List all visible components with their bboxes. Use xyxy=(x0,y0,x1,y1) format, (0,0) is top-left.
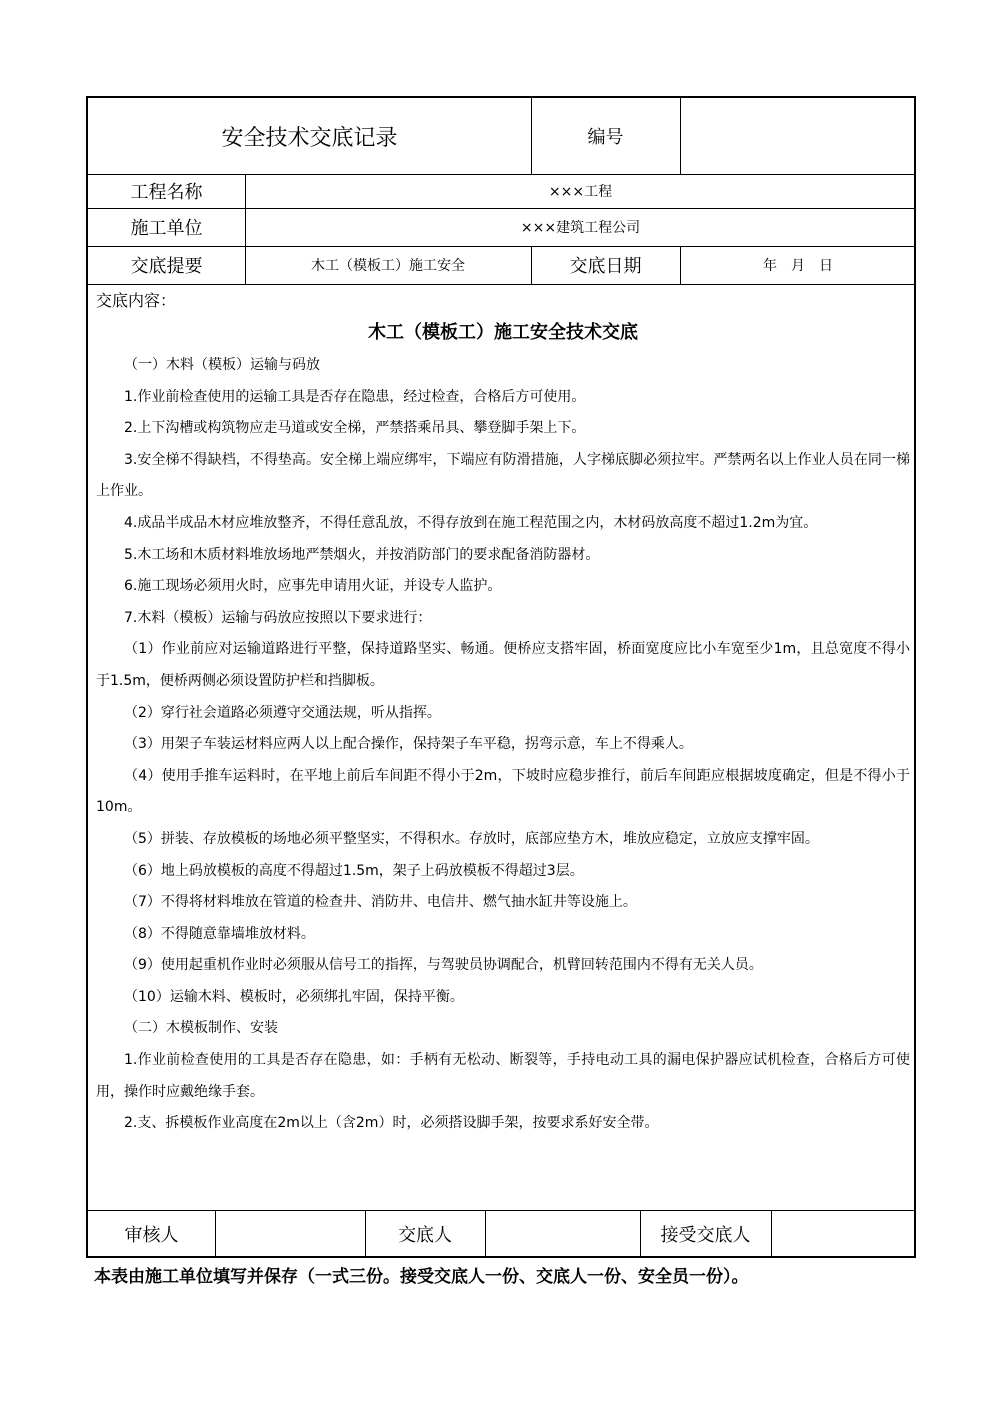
document-title: 木工（模板工）施工安全技术交底 xyxy=(368,322,638,343)
date-value: 年 月 日 xyxy=(763,258,833,274)
content-paragraph: 2.支、拆模板作业高度在2m以上（含2m）时，必须搭设脚手架，按要求系好安全带。 xyxy=(124,1115,659,1132)
number-label: 编号 xyxy=(587,127,624,148)
content-paragraph: 1.作业前检查使用的工具是否存在隐患，如：手柄有无松动、断裂等，手持电动工具的漏电保护器应试机检查，合格后方可使用，操作时应戴绝缘手套。 xyxy=(96,1052,910,1100)
disclosure-content xyxy=(96,286,910,1140)
content-paragraph: （1）作业前应对运输道路进行平整，保持道路坚实、畅通。便桥应支搭牢固，桥面宽度应比小车宽至少1m，且总宽度不得小于1.5m，便桥两侧必须设置防护栏和挡脚板。 xyxy=(96,641,910,689)
content-paragraph: （二）木模板制作、安装 xyxy=(124,1020,278,1037)
content-paragraph: 2.上下沟槽或构筑物应走马道或安全梯，严禁搭乘吊具、攀登脚手架上下。 xyxy=(124,420,586,437)
content-paragraph: （8）不得随意靠墙堆放材料。 xyxy=(124,925,315,942)
content-paragraph: 4.成品半成品木材应堆放整齐，不得任意乱放，不得存放到在施工程范围之内，木材码放高度不超过1.2m为宜。 xyxy=(124,514,818,531)
reviewer-signature-field[interactable] xyxy=(215,1210,365,1258)
reviewer-label: 审核人 xyxy=(124,1225,179,1246)
content-paragraph: （2）穿行社会道路必须遵守交通法规，听从指挥。 xyxy=(124,704,441,721)
footer-note: 本表由施工单位填写并保存（一式三份。接受交底人一份、交底人一份、安全员一份）。 xyxy=(94,1267,749,1287)
content-paragraph: （10）运输木料、模板时，必须绑扎牢固，保持平衡。 xyxy=(124,988,464,1005)
content-paragraph: （5）拼装、存放模板的场地必须平整坚实，不得积水。存放时，底部应垫方木，堆放应稳定，立放应支撑牢固。 xyxy=(124,830,819,847)
content-paragraph: 5.木工场和木质材料堆放场地严禁烟火，并按消防部门的要求配备消防器材。 xyxy=(124,546,600,563)
discloser-label: 交底人 xyxy=(398,1225,452,1246)
content-paragraph: 1.作业前检查使用的运输工具是否存在隐患，经过检查，合格后方可使用。 xyxy=(124,388,586,405)
form-title: 安全技术交底记录 xyxy=(221,125,398,151)
construction-unit-label: 施工单位 xyxy=(130,218,203,239)
date-label: 交底日期 xyxy=(569,256,642,277)
project-name-value: ×××工程 xyxy=(548,184,613,200)
summary-label: 交底提要 xyxy=(130,256,203,277)
number-value xyxy=(680,98,916,174)
construction-unit-value: ×××建筑工程公司 xyxy=(520,220,641,236)
grid-line xyxy=(88,284,914,285)
content-paragraph: （4）使用手推车运料时，在平地上前后车间距不得小于2m，下坡时应稳步推行，前后车间距应根据坡度确定，但是不得小于10m。 xyxy=(96,767,910,816)
project-name-label: 工程名称 xyxy=(130,182,203,203)
content-heading: 交底内容： xyxy=(96,291,177,310)
summary-value: 木工（模板工）施工安全 xyxy=(311,258,465,274)
content-paragraph: （3）用架子车装运材料应两人以上配合操作，保持架子车平稳，拐弯示意，车上不得乘人。 xyxy=(124,736,693,753)
content-paragraph: （6）地上码放模板的高度不得超过1.5m，架子上码放模板不得超过3层。 xyxy=(124,862,584,879)
content-paragraph: （9）使用起重机作业时必须服从信号工的指挥，与驾驶员协调配合，机臂回转范围内不得有无关人员。 xyxy=(124,957,763,974)
safety-disclosure-form xyxy=(86,96,916,1258)
content-paragraph: 6.施工现场必须用火时，应事先申请用火证，并设专人监护。 xyxy=(124,578,502,595)
receiver-label: 接受交底人 xyxy=(660,1225,751,1246)
discloser-signature-field[interactable] xyxy=(485,1210,640,1258)
content-paragraph: （7）不得将材料堆放在管道的检查井、消防井、电信井、燃气抽水缸井等设施上。 xyxy=(124,894,637,911)
content-paragraph: 7.木料（模板）运输与码放应按照以下要求进行： xyxy=(124,609,432,626)
receiver-signature-field[interactable] xyxy=(771,1210,916,1258)
content-paragraph: 3.安全梯不得缺档，不得垫高。安全梯上端应绑牢，下端应有防滑措施，人字梯底脚必须拉牢。严禁两名以上作业人员在同一梯上作业。 xyxy=(96,451,910,500)
content-paragraph: （一）木料（模板）运输与码放 xyxy=(124,357,320,373)
